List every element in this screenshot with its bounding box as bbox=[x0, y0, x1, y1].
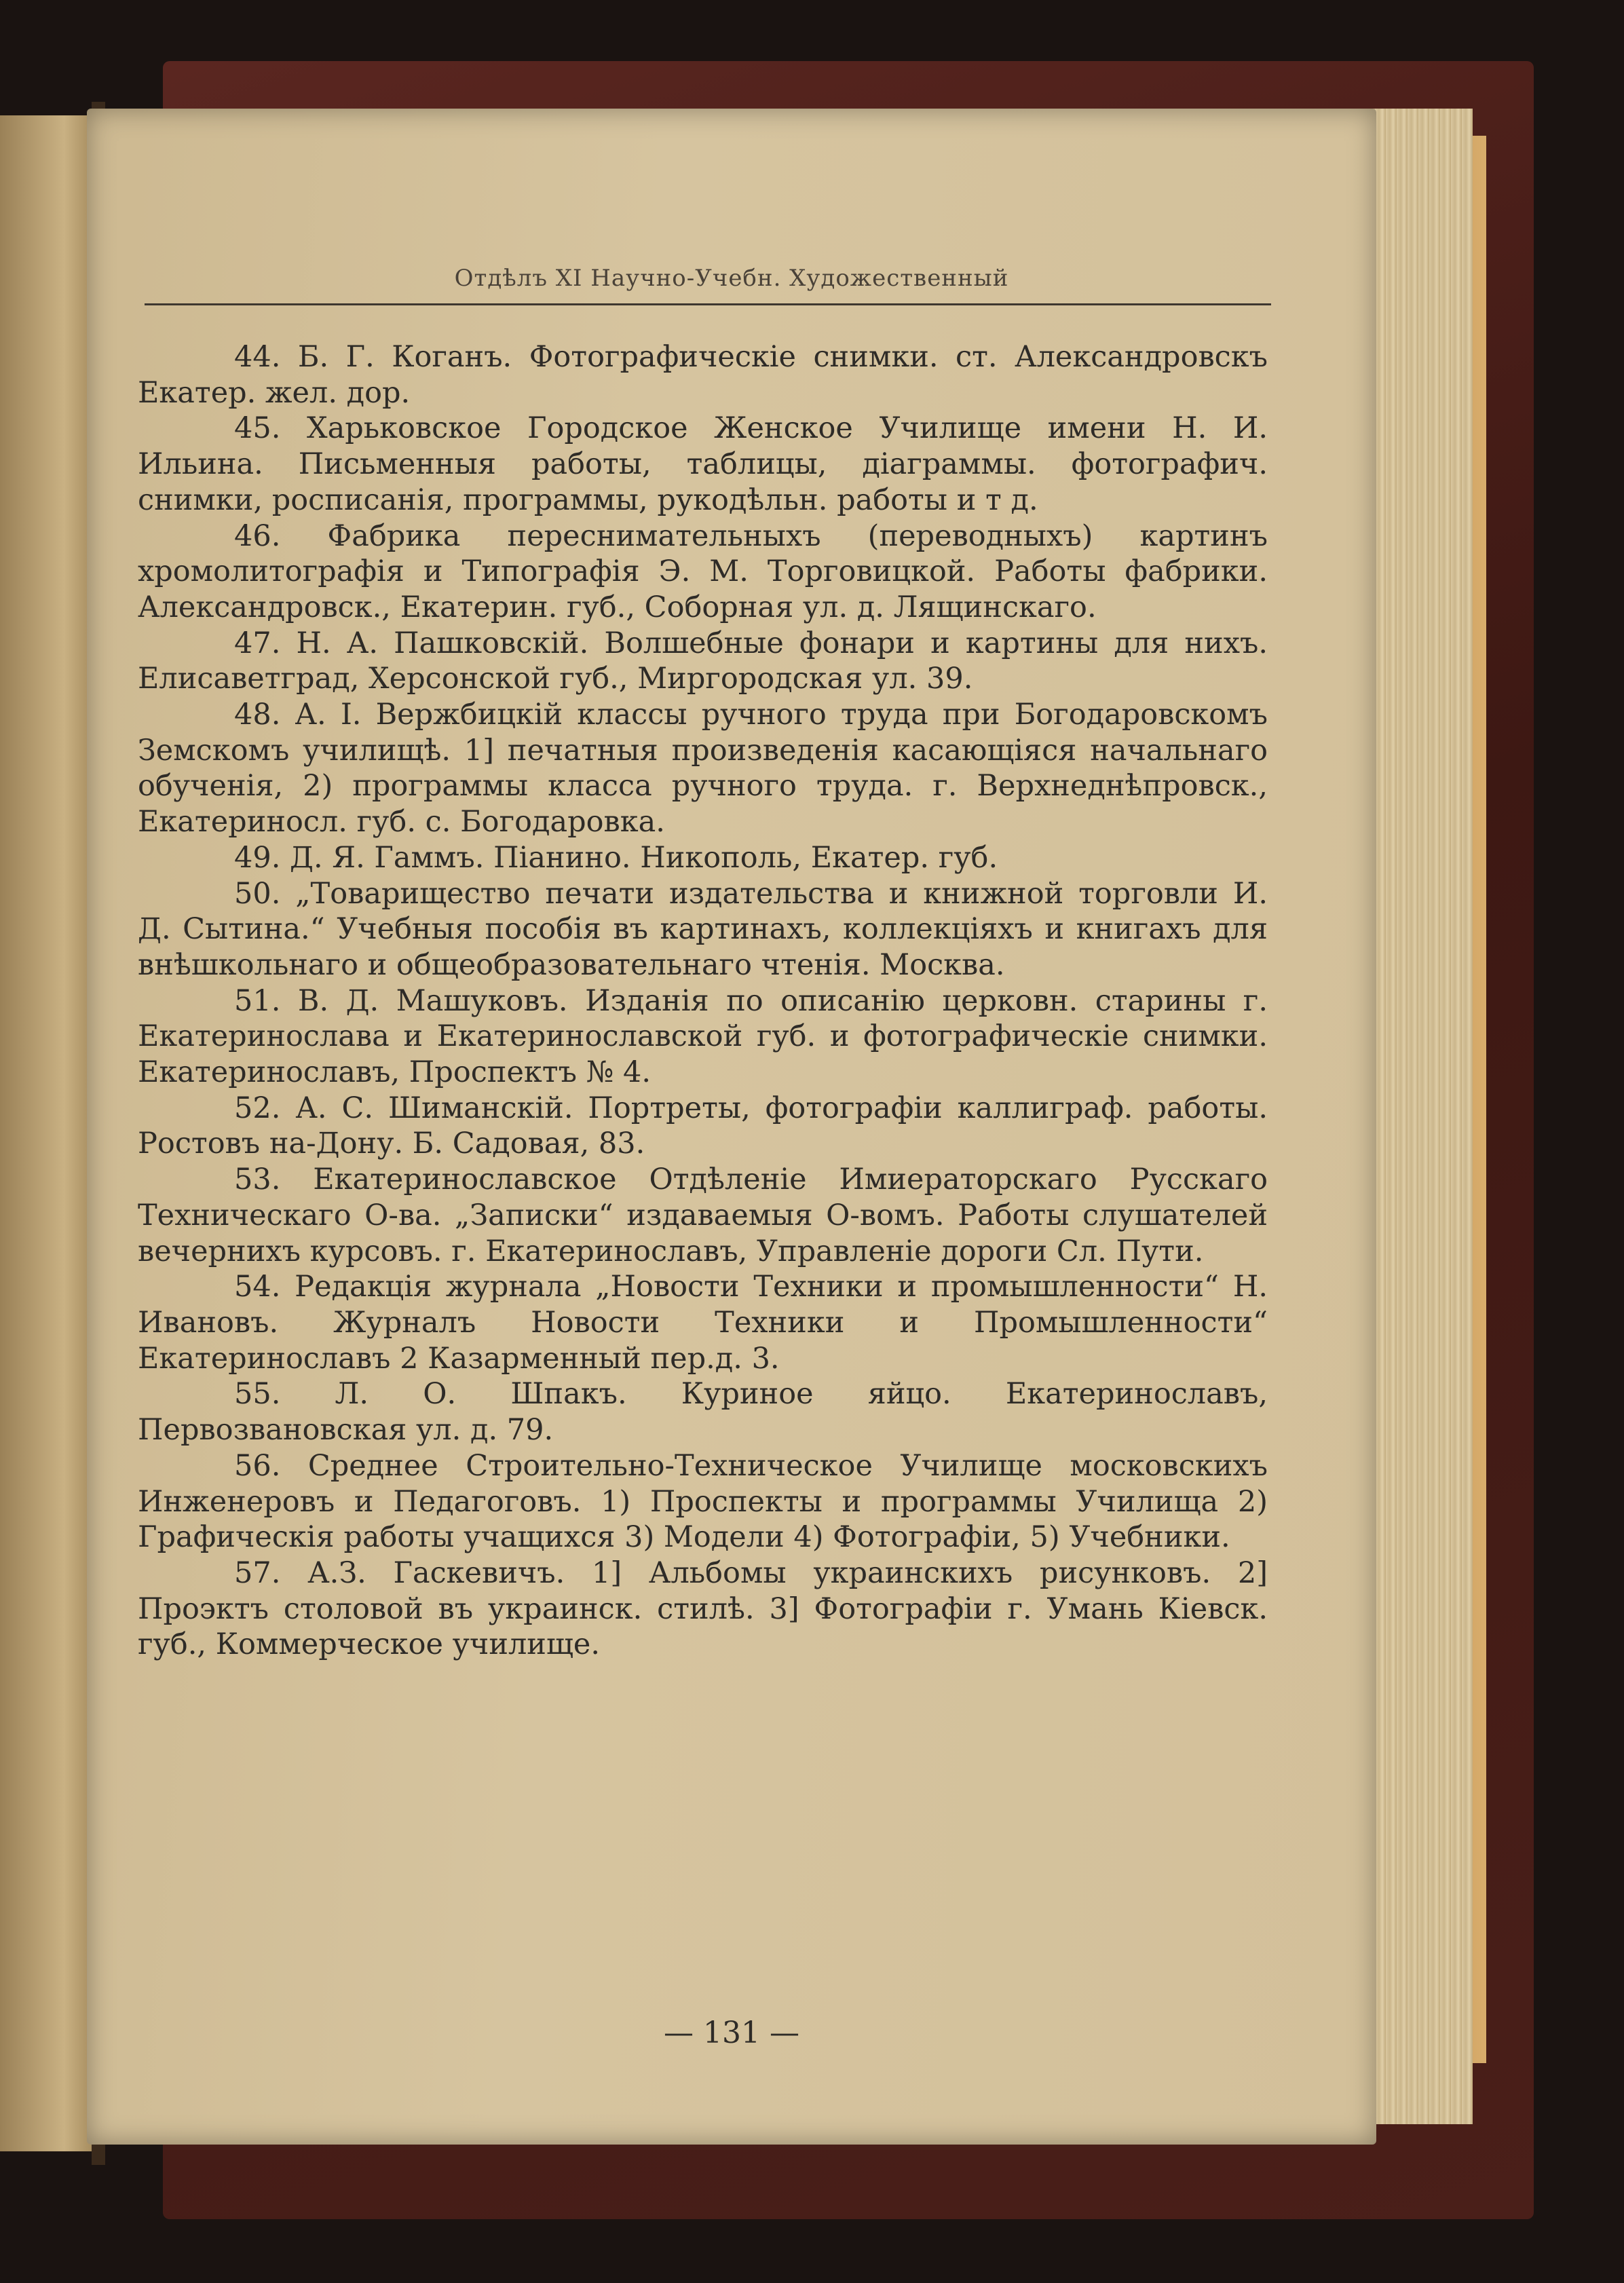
header-rule bbox=[145, 303, 1271, 305]
page-number: — 131 — bbox=[664, 2016, 799, 2050]
entry-44: 44. Б. Г. Коганъ. Фотографическіе снимки. ст. Александровскъ Екатер. жел. дор. bbox=[138, 340, 1268, 410]
entry-46: 46. Фабрика переснимательныхъ (переводныхъ) картинъ хромолитографія и Типографія Э. М. Торговицкой. Работы фабрики. Александровск., Екатерин. губ., Соборная ул. д. Лящинскаго. bbox=[138, 518, 1268, 624]
entry-45: 45. Харьковское Городское Женское Училище имени Н. И. Ильина. Письменныя работы, таблицы, діаграммы. фотографич. снимки, росписанія, программы, рукодѣльн. работы и т д. bbox=[138, 411, 1268, 517]
entry-49: 49. Д. Я. Гаммъ. Піанино. Никополь, Екатер. губ. bbox=[234, 840, 998, 875]
entry-53: 53. Екатеринославское Отдѣленіе Имиераторскаго Русскаго Техническаго О-ва. „Записки“ издаваемыя О-вомъ. Работы слушателей вечернихъ курсовъ. г. Екатеринославъ, Управленіе дороги Сл. Пути. bbox=[138, 1163, 1268, 1268]
running-head: Отдѣлъ XI Научно-Учебн. Художественный bbox=[454, 265, 1009, 292]
entry-57: 57. А.З. Гаскевичъ. 1] Альбомы украинскихъ рисунковъ. 2] Проэктъ столовой въ украинск. стилѣ. 3] Фотографіи г. Умань Кіевск. губ., Коммерческое училище. bbox=[138, 1555, 1268, 1662]
entry-50: 50. „Товарищество печати издательства и книжной торговли И. Д. Сытина.“ Учебныя пособія въ картинахъ, коллекціяхъ и книгахъ для внѣшкольнаго и общеобразовательнаго чтенія. Москва. bbox=[138, 876, 1268, 982]
entry-list bbox=[138, 339, 1268, 1663]
entry-47: 47. Н. А. Пашковскій. Волшебные фонари и картины для нихъ. Елисаветград, Херсонской губ., Миргородская ул. 39. bbox=[138, 626, 1268, 696]
page-stack bbox=[1364, 109, 1473, 2124]
entry-48: 48. А. І. Вержбицкій классы ручного труда при Богодаровскомъ Земскомъ училищѣ. 1] печатныя произведенія касающіяся начальнаго обученія, 2) программы класса ручного труда. г. Верхнеднѣпровск., Екатериносл. губ. с. Богодаровка. bbox=[138, 698, 1268, 839]
entry-54: 54. Редакція журнала „Новости Техники и промышленности“ Н. Ивановъ. Журналъ Новости Техники и Промышленности“ Екатеринославъ 2 Казарменный пер.д. 3. bbox=[138, 1270, 1268, 1376]
book-page bbox=[87, 109, 1376, 2145]
entry-56: 56. Среднее Строительно-Техническое Училище московскихъ Инженеровъ и Педагоговъ. 1) Проспекты и программы Училища 2) Графическія работы учащихся 3) Модели 4) Фотографіи, 5) Учебники. bbox=[138, 1448, 1268, 1555]
entry-55: 55. Л. О. Шпакъ. Куриное яйцо. Екатеринославъ, Первозвановская ул. д. 79. bbox=[138, 1377, 1268, 1448]
left-page-edge bbox=[0, 115, 92, 2151]
entry-51: 51. В. Д. Машуковъ. Изданія по описанію церковн. старины г. Екатеринослава и Екатеринославской губ. и фотографическіе снимки. Екатеринославъ, Проспектъ № 4. bbox=[138, 983, 1268, 1090]
entry-52: 52. А. С. Шиманскій. Портреты, фотографіи каллиграф. работы. Ростовъ на-Дону. Б. Садовая, 83. bbox=[138, 1091, 1268, 1161]
